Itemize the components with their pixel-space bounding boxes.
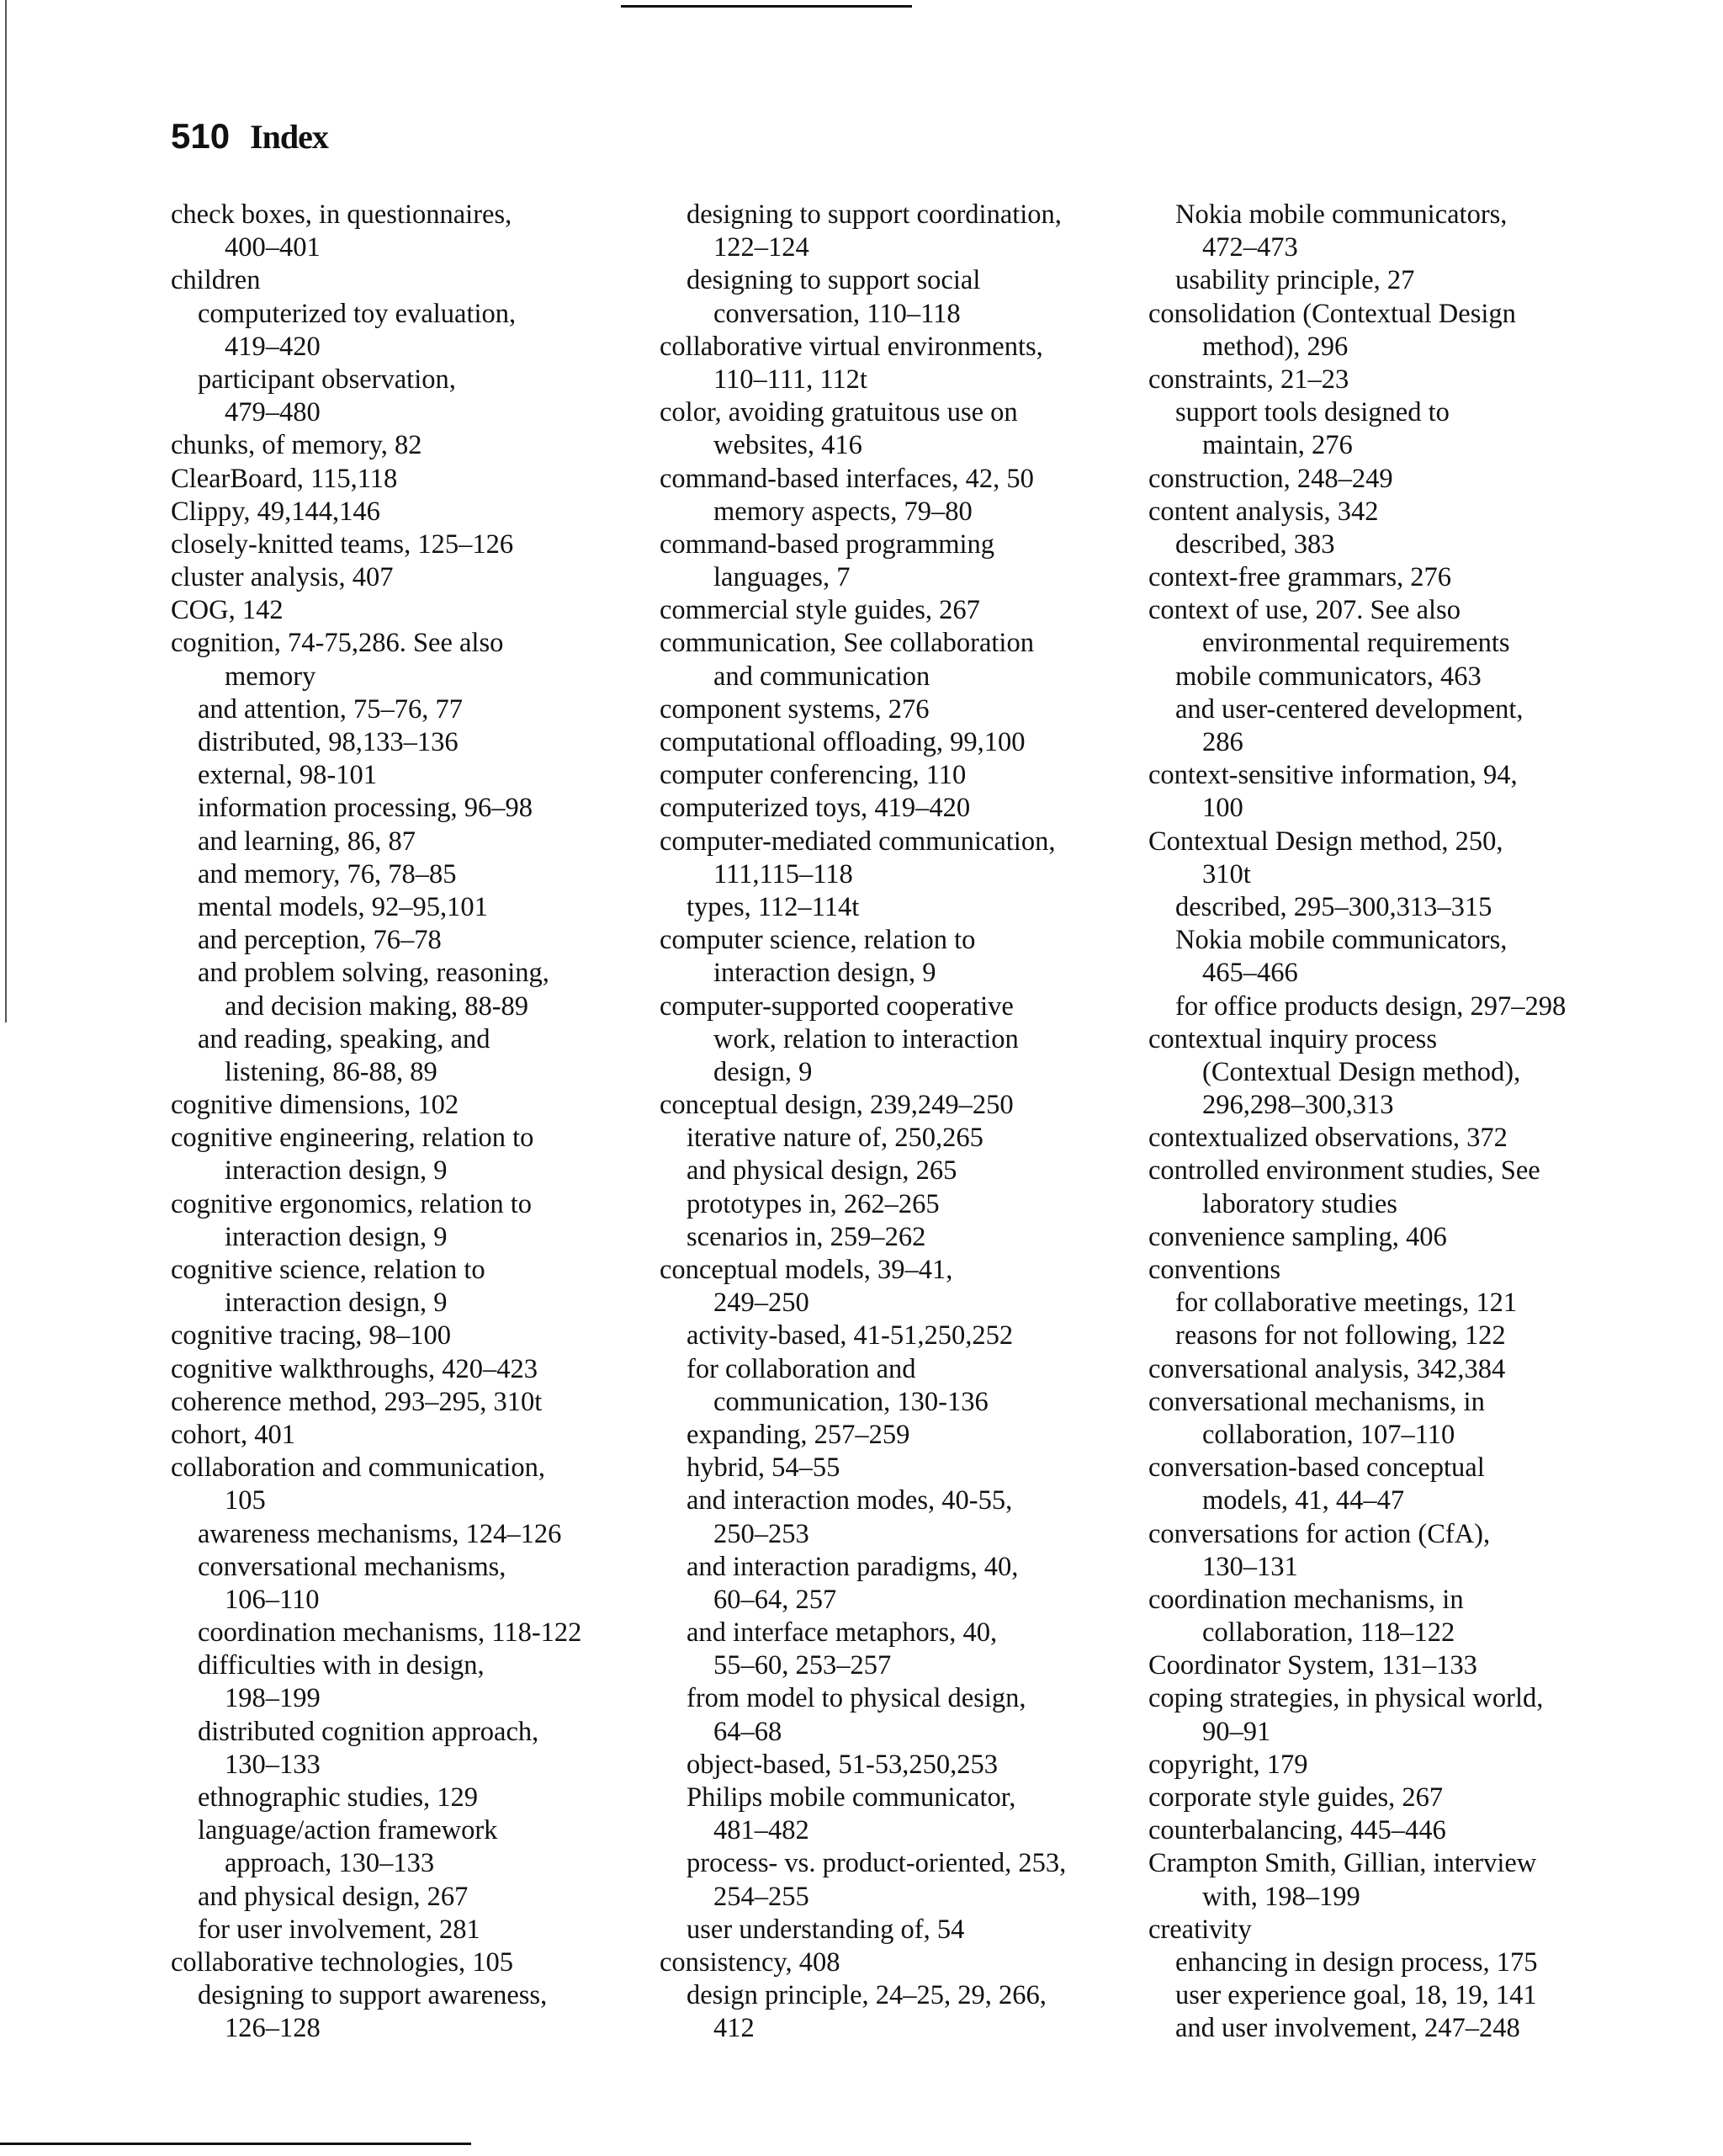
index-subentry: scenarios in, 259–262 [687,1221,926,1252]
index-subentry: with, 198–199 [1202,1881,1360,1912]
index-subentry: 105 [225,1485,266,1516]
index-entry: constraints, 21–23 [1148,364,1349,395]
index-subentry: and interface metaphors, 40, [687,1617,998,1649]
index-subentry: listening, 86-88, 89 [225,1056,437,1087]
index-entry: conversations for action (CfA), [1148,1518,1491,1549]
index-entry: consolidation (Contextual Design [1148,298,1516,329]
index-subentry: described, 295–300,313–315 [1175,891,1492,922]
index-entry: chunks, of memory, 82 [171,430,422,461]
index-entry: Coordinator System, 131–133 [1148,1650,1477,1681]
index-subentry: usability principle, 27 [1175,265,1415,296]
index-subentry: and user-centered development, [1175,693,1524,725]
index-subentry: prototypes in, 262–265 [687,1188,940,1219]
index-subentry: 465–466 [1202,958,1298,989]
index-subentry: 64–68 [713,1716,782,1747]
index-subentry: and user involvement, 247–248 [1175,2013,1520,2044]
index-entry: convenience sampling, 406 [1148,1221,1447,1252]
index-subentry: designing to support coordination, [687,199,1062,230]
index-entry: Clippy, 49,144,146 [171,496,380,527]
index-subentry: collaboration, 107–110 [1202,1419,1455,1450]
index-subentry: approach, 130–133 [225,1848,435,1879]
index-entry: counterbalancing, 445–446 [1148,1815,1446,1846]
index-entry: context of use, 207. See also [1148,595,1461,626]
index-subentry: 481–482 [713,1815,809,1846]
index-subentry: and decision making, 88-89 [225,990,529,1022]
index-subentry: collaboration, 118–122 [1202,1617,1455,1649]
index-subentry: design, 9 [713,1056,813,1087]
index-entry: communication, See collaboration [660,628,1034,659]
index-entry: computational offloading, 99,100 [660,727,1026,757]
index-entry: cognitive engineering, relation to [171,1123,534,1154]
index-subentry: and memory, 76, 78–85 [198,858,457,889]
index-subentry: 400–401 [225,232,321,263]
index-subentry: 111,115–118 [713,858,853,889]
index-subentry: for office products design, 297–298 [1175,990,1567,1022]
index-subentry: interaction design, 9 [225,1155,448,1187]
index-entry: cluster analysis, 407 [171,562,394,593]
index-entry: copyright, 179 [1148,1749,1308,1780]
index-subentry: 110–111, 112t [713,364,867,395]
index-entry: conversation-based conceptual [1148,1452,1485,1484]
index-entry: computer-mediated communication, [660,826,1056,857]
index-subentry: interaction design, 9 [225,1288,448,1319]
index-subentry: mental models, 92–95,101 [198,891,488,922]
index-subentry: and physical design, 265 [687,1155,957,1187]
index-subentry: language/action framework [198,1815,498,1846]
index-entry: content analysis, 342 [1148,496,1379,527]
index-subentry: communication, 130-136 [713,1386,989,1417]
index-subentry: expanding, 257–259 [687,1419,910,1450]
page-header [171,116,328,157]
index-subentry: and perception, 76–78 [198,925,442,956]
index-subentry: 106–110 [225,1584,320,1615]
index-entry: computerized toys, 419–420 [660,793,971,824]
index-subentry: 412 [713,2013,755,2044]
index-subentry: 126–128 [225,2013,321,2044]
index-subentry: Philips mobile communicator, [687,1782,1016,1813]
index-subentry: design principle, 24–25, 29, 266, [687,1980,1047,2011]
index-entry: collaborative virtual environments, [660,331,1043,362]
index-subentry: difficulties with in design, [198,1650,485,1681]
index-subentry: for collaboration and [687,1353,916,1384]
index-entry: creativity [1148,1914,1252,1945]
index-subentry: computerized toy evaluation, [198,298,517,329]
index-subentry: 198–199 [225,1683,321,1714]
index-entry: conceptual design, 239,249–250 [660,1090,1014,1121]
index-entry: conventions [1148,1255,1281,1285]
index-subentry: method), 296 [1202,331,1349,362]
index-subentry: for collaborative meetings, 121 [1175,1288,1518,1319]
index-subentry: Nokia mobile communicators, [1175,199,1508,230]
index-subentry: 55–60, 253–257 [713,1650,892,1681]
index-entry: computer conferencing, 110 [660,760,967,791]
index-entry: COG, 142 [171,595,284,626]
index-subentry: user experience goal, 18, 19, 141 [1175,1980,1537,2011]
index-subentry: support tools designed to [1175,397,1450,428]
index-subentry: participant observation, [198,364,456,395]
index-entry: conversational analysis, 342,384 [1148,1353,1506,1384]
index-subentry: work, relation to interaction [713,1023,1019,1054]
index-entry: coherence method, 293–295, 310t [171,1386,543,1417]
index-column-2 [660,199,1131,2046]
index-entry: computer science, relation to [660,925,976,956]
index-subentry: external, 98-101 [198,760,377,791]
index-subentry: interaction design, 9 [713,958,936,989]
index-subentry: 130–133 [225,1749,321,1780]
index-entry: check boxes, in questionnaires, [171,199,512,230]
index-subentry: designing to support social [687,265,981,296]
index-subentry: 60–64, 257 [713,1584,837,1615]
index-subentry: described, 383 [1175,528,1335,560]
index-subentry: 286 [1202,727,1243,757]
index-subentry: from model to physical design, [687,1683,1026,1714]
index-subentry: conversation, 110–118 [713,298,961,329]
index-subentry: and problem solving, reasoning, [198,958,549,989]
index-entry: controlled environment studies, See [1148,1155,1540,1187]
index-entry: command-based interfaces, 42, 50 [660,463,1034,494]
index-entry: cognitive science, relation to [171,1255,485,1285]
index-entry: component systems, 276 [660,693,930,725]
index-subentry: 90–91 [1202,1716,1271,1747]
index-subentry: 472–473 [1202,232,1298,263]
index-entry: contextualized observations, 372 [1148,1123,1508,1154]
index-entry: cognitive walkthroughs, 420–423 [171,1353,538,1384]
index-subentry: distributed, 98,133–136 [198,727,459,757]
index-entry: construction, 248–249 [1148,463,1393,494]
index-subentry: memory aspects, 79–80 [713,496,973,527]
index-subentry: interaction design, 9 [225,1221,448,1252]
index-entry: collaboration and communication, [171,1452,545,1484]
section-title: Index [250,118,328,156]
index-entry: command-based programming [660,528,995,560]
index-entry: coping strategies, in physical world, [1148,1683,1544,1714]
index-subentry: and reading, speaking, and [198,1023,490,1054]
index-subentry: Nokia mobile communicators, [1175,925,1508,956]
index-subentry: iterative nature of, 250,265 [687,1123,983,1154]
index-subentry: ethnographic studies, 129 [198,1782,479,1813]
index-subentry: 296,298–300,313 [1202,1090,1394,1121]
index-entry: cognitive tracing, 98–100 [171,1320,452,1351]
index-subentry: process- vs. product-oriented, 253, [687,1848,1067,1879]
index-subentry: and communication [713,661,930,692]
index-entry: cognition, 74-75,286. See also [171,628,504,659]
index-entry: cohort, 401 [171,1419,296,1450]
index-subentry: coordination mechanisms, 118-122 [198,1617,582,1649]
index-subentry: information processing, 96–98 [198,793,533,824]
page-number: 510 [171,116,231,156]
index-entry: consistency, 408 [660,1946,840,1978]
index-subentry: object-based, 51-53,250,253 [687,1749,999,1780]
index-entry: Crampton Smith, Gillian, interview [1148,1848,1537,1879]
top-rule [621,5,912,8]
index-entry: cognitive dimensions, 102 [171,1090,459,1121]
index-entry: Contextual Design method, 250, [1148,826,1503,857]
index-subentry: types, 112–114t [687,891,860,922]
index-subentry: languages, 7 [713,562,851,593]
index-subentry: maintain, 276 [1202,430,1353,461]
index-subentry: reasons for not following, 122 [1175,1320,1506,1351]
index-subentry: and interaction modes, 40-55, [687,1485,1013,1516]
index-entry: contextual inquiry process [1148,1023,1437,1054]
index-subentry: hybrid, 54–55 [687,1452,840,1484]
index-subentry: conversational mechanisms, [198,1551,506,1582]
bottom-rule [0,2143,471,2145]
index-subentry: activity-based, 41-51,250,252 [687,1320,1014,1351]
index-entry: closely-knitted teams, 125–126 [171,528,514,560]
index-subentry: distributed cognition approach, [198,1716,539,1747]
index-entry: computer-supported cooperative [660,990,1014,1022]
index-subentry: and attention, 75–76, 77 [198,693,464,725]
index-subentry: (Contextual Design method), [1202,1056,1521,1087]
index-subentry: 250–253 [713,1518,809,1549]
index-subentry: designing to support awareness, [198,1980,548,2011]
index-entry: conceptual models, 39–41, [660,1255,953,1285]
index-subentry: mobile communicators, 463 [1175,661,1482,692]
index-entry: corporate style guides, 267 [1148,1782,1444,1813]
index-entry: coordination mechanisms, in [1148,1584,1464,1615]
index-subentry: awareness mechanisms, 124–126 [198,1518,562,1549]
index-subentry: 100 [1202,793,1243,824]
index-subentry: memory [225,661,316,692]
index-subentry: 254–255 [713,1881,809,1912]
index-entry: context-free grammars, 276 [1148,562,1452,593]
index-subentry: websites, 416 [713,430,862,461]
index-column-3 [1148,199,1620,2046]
index-subentry: 310t [1202,858,1251,889]
index-entry: children [171,265,261,296]
index-subentry: 249–250 [713,1288,809,1319]
page-edge-line [5,0,7,1022]
index-subentry: laboratory studies [1202,1188,1397,1219]
index-subentry: user understanding of, 54 [687,1914,965,1945]
index-entry: collaborative technologies, 105 [171,1946,514,1978]
index-entry: ClearBoard, 115,118 [171,463,398,494]
index-entry: context-sensitive information, 94, [1148,760,1518,791]
index-subentry: enhancing in design process, 175 [1175,1946,1538,1978]
index-subentry: models, 41, 44–47 [1202,1485,1405,1516]
index-entry: color, avoiding gratuitous use on [660,397,1018,428]
index-subentry: 130–131 [1202,1551,1298,1582]
index-subentry: 479–480 [225,397,321,428]
index-entry: cognitive ergonomics, relation to [171,1188,533,1219]
index-subentry: 419–420 [225,331,321,362]
index-subentry: environmental requirements [1202,628,1510,659]
index-column-1 [171,199,625,2046]
index-entry: conversational mechanisms, in [1148,1386,1485,1417]
index-subentry: 122–124 [713,232,809,263]
index-subentry: and physical design, 267 [198,1881,469,1912]
index-entry: commercial style guides, 267 [660,595,980,626]
index-subentry: and learning, 86, 87 [198,826,416,857]
index-subentry: for user involvement, 281 [198,1914,480,1945]
index-subentry: and interaction paradigms, 40, [687,1551,1019,1582]
